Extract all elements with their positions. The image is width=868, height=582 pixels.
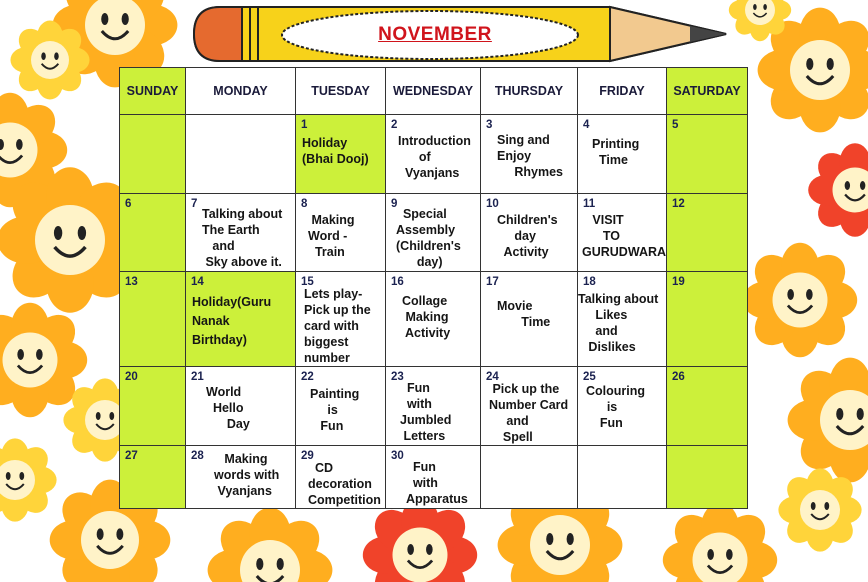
day-event: Fun with Apparatus (406, 460, 468, 506)
day-cell (481, 115, 578, 194)
day-header-thursday: THURSDAY (481, 68, 578, 115)
day-cell (481, 367, 578, 446)
day-cell (667, 115, 748, 194)
day-cell (186, 194, 296, 272)
day-event: Painting is Fun (310, 387, 360, 433)
smiley-flower-icon (10, 20, 89, 99)
smiley-flower-icon (663, 503, 777, 582)
day-number: 29 (301, 450, 314, 462)
day-event: VISIT TO GURUDWARA (582, 213, 667, 259)
week-row (120, 367, 748, 446)
day-header-friday: FRIDAY (578, 68, 667, 115)
day-number: 18 (583, 276, 596, 288)
day-header-sunday: SUNDAY (120, 68, 186, 115)
day-number: 15 (301, 276, 314, 288)
day-cell (386, 194, 481, 272)
day-number: 1 (301, 119, 308, 131)
day-cell (667, 367, 748, 446)
page-title: NOVEMBER (378, 24, 492, 45)
day-cell (578, 367, 667, 446)
calendar-grid (119, 67, 748, 509)
day-cell (578, 115, 667, 194)
day-number: 16 (391, 276, 404, 288)
week-row (120, 446, 748, 509)
day-header-monday: MONDAY (186, 68, 296, 115)
day-event: Talking about The Earth and Sky above it. (202, 207, 283, 269)
day-number: 10 (486, 198, 499, 210)
day-number: 17 (486, 276, 499, 288)
day-number: 13 (125, 276, 138, 288)
day-event: Sing and Enjoy Rhymes (497, 133, 563, 179)
day-cell (120, 115, 186, 194)
day-cell (667, 194, 748, 272)
day-cell (578, 272, 667, 367)
day-number: 26 (672, 371, 685, 383)
day-cell (120, 194, 186, 272)
day-cell (296, 272, 386, 367)
day-cell (296, 194, 386, 272)
smiley-flower-icon (0, 438, 57, 521)
smiley-flower-icon (808, 143, 868, 237)
day-event: Printing Time (592, 137, 640, 167)
day-event: Holiday(Guru Nanak Birthday) (192, 295, 272, 347)
day-number: 19 (672, 276, 685, 288)
day-cell (667, 272, 748, 367)
day-event: Talking about Likes and Dislikes (578, 292, 659, 354)
day-cell (386, 446, 481, 509)
smiley-flower-icon (788, 358, 868, 483)
day-cell (296, 115, 386, 194)
day-number: 27 (125, 450, 138, 462)
day-number: 21 (191, 371, 204, 383)
day-cell (120, 367, 186, 446)
day-number: 2 (391, 119, 398, 131)
day-cell (296, 446, 386, 509)
day-header-tuesday: TUESDAY (296, 68, 386, 115)
smiley-flower-icon (743, 243, 857, 357)
smiley-flower-icon (363, 498, 477, 582)
day-number: 12 (672, 198, 685, 210)
day-cell (481, 446, 578, 509)
day-cell (386, 115, 481, 194)
day-cell (578, 446, 667, 509)
day-number: 23 (391, 371, 404, 383)
day-cell (186, 367, 296, 446)
day-event: Children's day Activity (497, 213, 558, 259)
day-cell (186, 446, 296, 509)
day-header-wednesday: WEDNESDAY (386, 68, 481, 115)
day-number: 8 (301, 198, 308, 210)
day-number: 3 (486, 119, 493, 131)
day-event: Holiday (Bhai Dooj) (302, 136, 369, 166)
smiley-flower-icon (208, 508, 333, 582)
day-number: 14 (191, 276, 204, 288)
day-number: 25 (583, 371, 596, 383)
day-cell (481, 272, 578, 367)
day-number: 22 (301, 371, 314, 383)
day-event: World Hello Day (206, 385, 250, 431)
day-number: 4 (583, 119, 590, 131)
day-event: Collage Making Activity (402, 294, 451, 340)
day-header-saturday: SATURDAY (667, 68, 748, 115)
smiley-flower-icon (778, 468, 861, 551)
day-event: Special Assembly (Children's day) (396, 207, 461, 269)
day-event: Pick up the Number Card and Spell (489, 382, 569, 444)
day-number: 9 (391, 198, 398, 210)
day-cell (386, 367, 481, 446)
day-event: Lets play- Pick up the card with biggest number (304, 287, 371, 365)
day-cell (120, 446, 186, 509)
day-number: 20 (125, 371, 138, 383)
day-cell (186, 272, 296, 367)
day-event: Making Word - Train (308, 213, 355, 259)
day-event: Movie Time (497, 299, 551, 329)
day-cell (386, 272, 481, 367)
week-row (120, 115, 748, 194)
week-row (120, 272, 748, 367)
day-cell (578, 194, 667, 272)
day-event: Colouring is Fun (586, 384, 646, 430)
day-number: 28 (191, 450, 204, 462)
day-number: 24 (486, 371, 499, 383)
week-row (120, 194, 748, 272)
day-event: Fun with Jumbled Letters (400, 381, 452, 443)
day-cell (667, 446, 748, 509)
day-cell (481, 194, 578, 272)
day-cell (296, 367, 386, 446)
day-number: 6 (125, 198, 132, 210)
day-number: 7 (191, 198, 198, 210)
day-event: Making words with Vyanjans (214, 452, 280, 498)
day-cell (120, 272, 186, 367)
day-number: 11 (583, 198, 596, 210)
day-number: 5 (672, 119, 679, 131)
day-event: CD decoration Competition (308, 461, 381, 507)
day-number: 30 (391, 450, 404, 462)
day-cell (186, 115, 296, 194)
day-event: Introduction of Vyanjans (398, 134, 471, 180)
